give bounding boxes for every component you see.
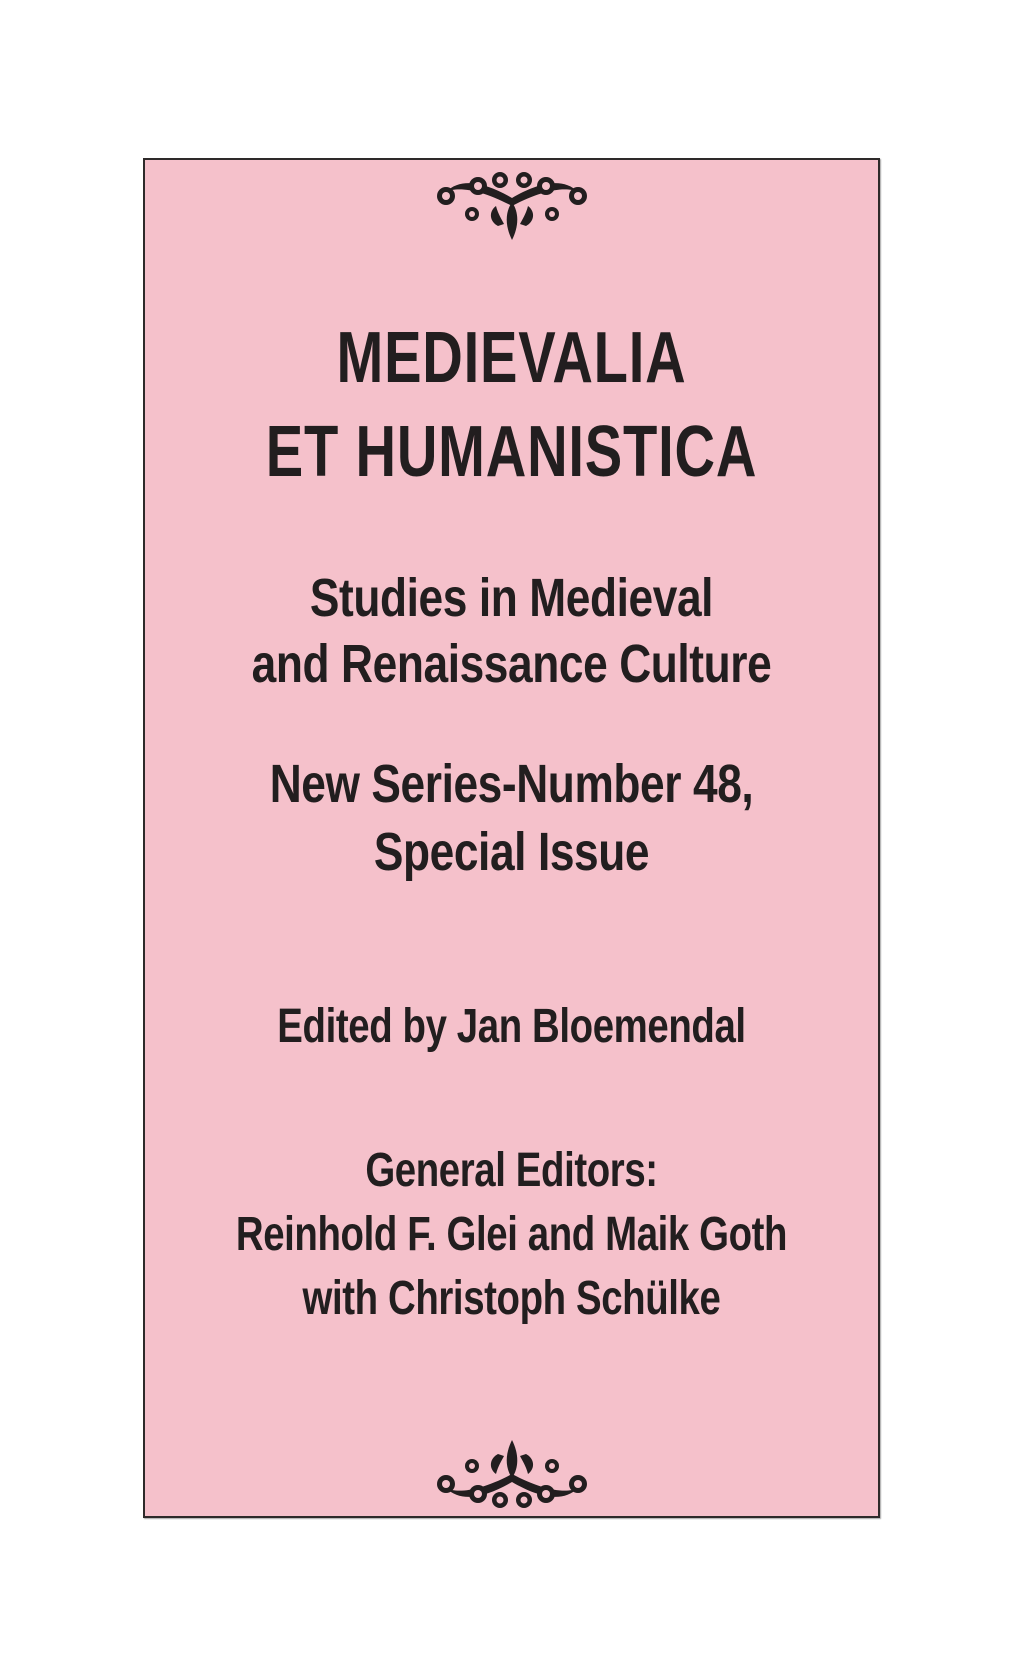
general-editors-line-1: Reinhold F. Glei and Maik Goth [235,1208,788,1261]
series-line-2: Special Issue [373,822,650,882]
book-cover [143,158,880,1518]
subtitle-line-1: Studies in Medieval [309,568,714,628]
general-editors-label: General Editors: [365,1144,658,1197]
edited-by: Edited by Jan Bloemendal [277,1000,746,1053]
title-line-1: MEDIEVALIA [336,318,687,398]
top-ornament-icon [432,166,592,242]
series-line-1: New Series-Number 48, [269,754,754,814]
bottom-ornament-icon [432,1438,592,1514]
general-editors-line-2: with Christoph Schülke [302,1272,721,1325]
subtitle-line-2: and Renaissance Culture [251,634,772,694]
title-line-2: ET HUMANISTICA [265,412,758,492]
